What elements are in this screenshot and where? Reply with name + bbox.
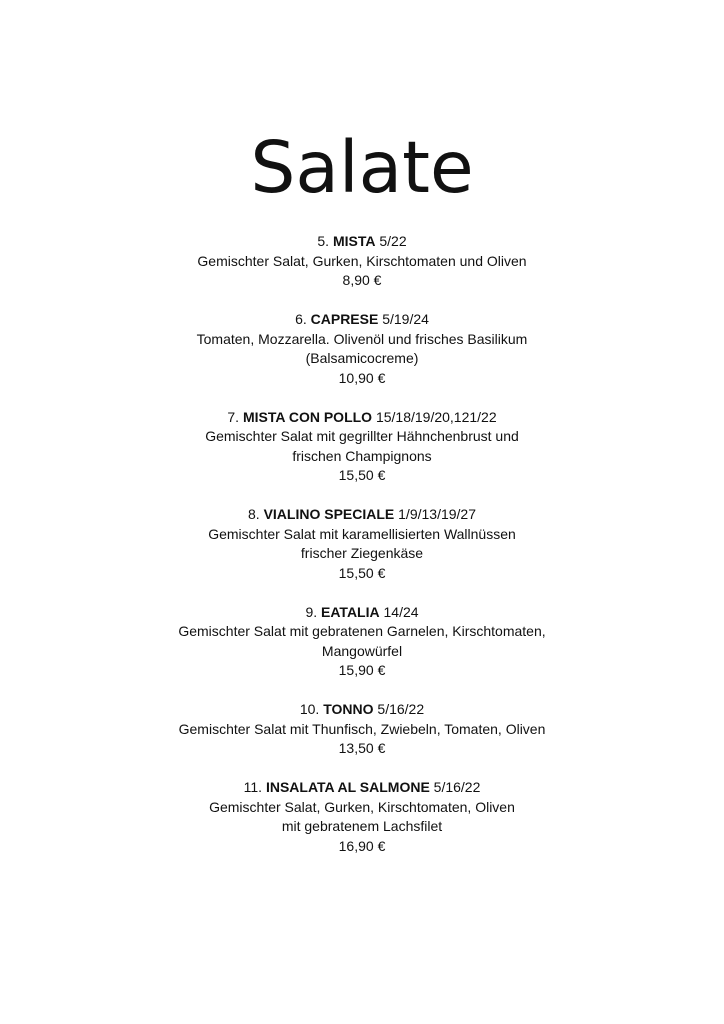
item-price: 8,90 € <box>342 272 382 288</box>
item-number: 11. <box>243 779 263 795</box>
item-codes: 5/16/22 <box>433 779 481 795</box>
menu-list <box>0 232 724 876</box>
item-description: Gemischter Salat mit karamellisierten Wallnüssen <box>208 525 516 542</box>
item-name: MISTA CON POLLO <box>242 408 373 425</box>
item-codes: 1/9/13/19/27 <box>398 506 476 522</box>
item-name: TONNO <box>323 701 374 717</box>
item-codes: 14/24 <box>383 603 419 620</box>
menu-item <box>0 408 724 486</box>
menu-item <box>0 700 724 759</box>
item-heading <box>0 778 724 798</box>
item-name: CAPRESE <box>310 311 379 327</box>
item-price: 13,50 € <box>338 740 386 756</box>
item-description: Tomaten, Mozzarella. Olivenöl und frisches Basilikum <box>196 330 528 347</box>
menu-item <box>0 310 724 388</box>
item-description: frischen Champignons <box>292 447 432 464</box>
item-description: frischer Ziegenkäse <box>300 545 424 561</box>
item-description: Gemischter Salat mit Thunfisch, Zwiebeln, Tomaten, Oliven <box>178 720 546 737</box>
item-codes: 5/16/22 <box>377 701 425 717</box>
menu-item <box>0 778 724 856</box>
item-price: 15,50 € <box>338 467 386 483</box>
menu-item <box>0 603 724 681</box>
item-codes: 15/18/19/20,121/22 <box>375 408 497 425</box>
item-price: 10,90 € <box>338 369 386 386</box>
menu-item <box>0 232 724 291</box>
item-description: Gemischter Salat, Gurken, Kirschtomaten und Oliven <box>197 252 527 269</box>
item-name: VIALINO SPECIALE <box>263 506 395 522</box>
item-description: mit gebratenem Lachsfilet <box>281 818 443 834</box>
item-heading <box>0 408 724 428</box>
item-number: 10. <box>299 701 320 717</box>
item-description: Gemischter Salat mit gegrillter Hähnchenbrust und <box>205 428 519 444</box>
item-name: MISTA <box>332 233 376 249</box>
item-number: 9. <box>305 603 318 620</box>
item-name: INSALATA AL SALMONE <box>265 779 430 795</box>
menu-item <box>0 505 724 583</box>
item-number: 5. <box>317 233 330 249</box>
item-heading <box>0 505 724 525</box>
item-heading <box>0 700 724 720</box>
item-number: 7. <box>227 408 240 425</box>
item-price: 16,90 € <box>338 837 386 854</box>
item-number: 6. <box>295 311 307 327</box>
item-description: Gemischter Salat mit gebratenen Garnelen, Kirschtomaten, <box>178 623 546 639</box>
item-number: 8. <box>247 506 260 522</box>
item-description: Gemischter Salat, Gurken, Kirschtomaten, Oliven <box>209 798 515 815</box>
item-description: Mangowürfel <box>321 642 403 659</box>
item-heading <box>0 310 724 330</box>
page-title: Salate <box>250 126 474 209</box>
item-heading <box>0 603 724 623</box>
item-heading <box>0 232 724 252</box>
item-codes: 5/22 <box>379 233 407 249</box>
item-price: 15,50 € <box>338 564 386 581</box>
item-name: EATALIA <box>321 603 380 620</box>
item-description: (Balsamicocreme) <box>305 350 419 366</box>
item-price: 15,90 € <box>338 662 386 678</box>
item-codes: 5/19/24 <box>382 311 429 327</box>
